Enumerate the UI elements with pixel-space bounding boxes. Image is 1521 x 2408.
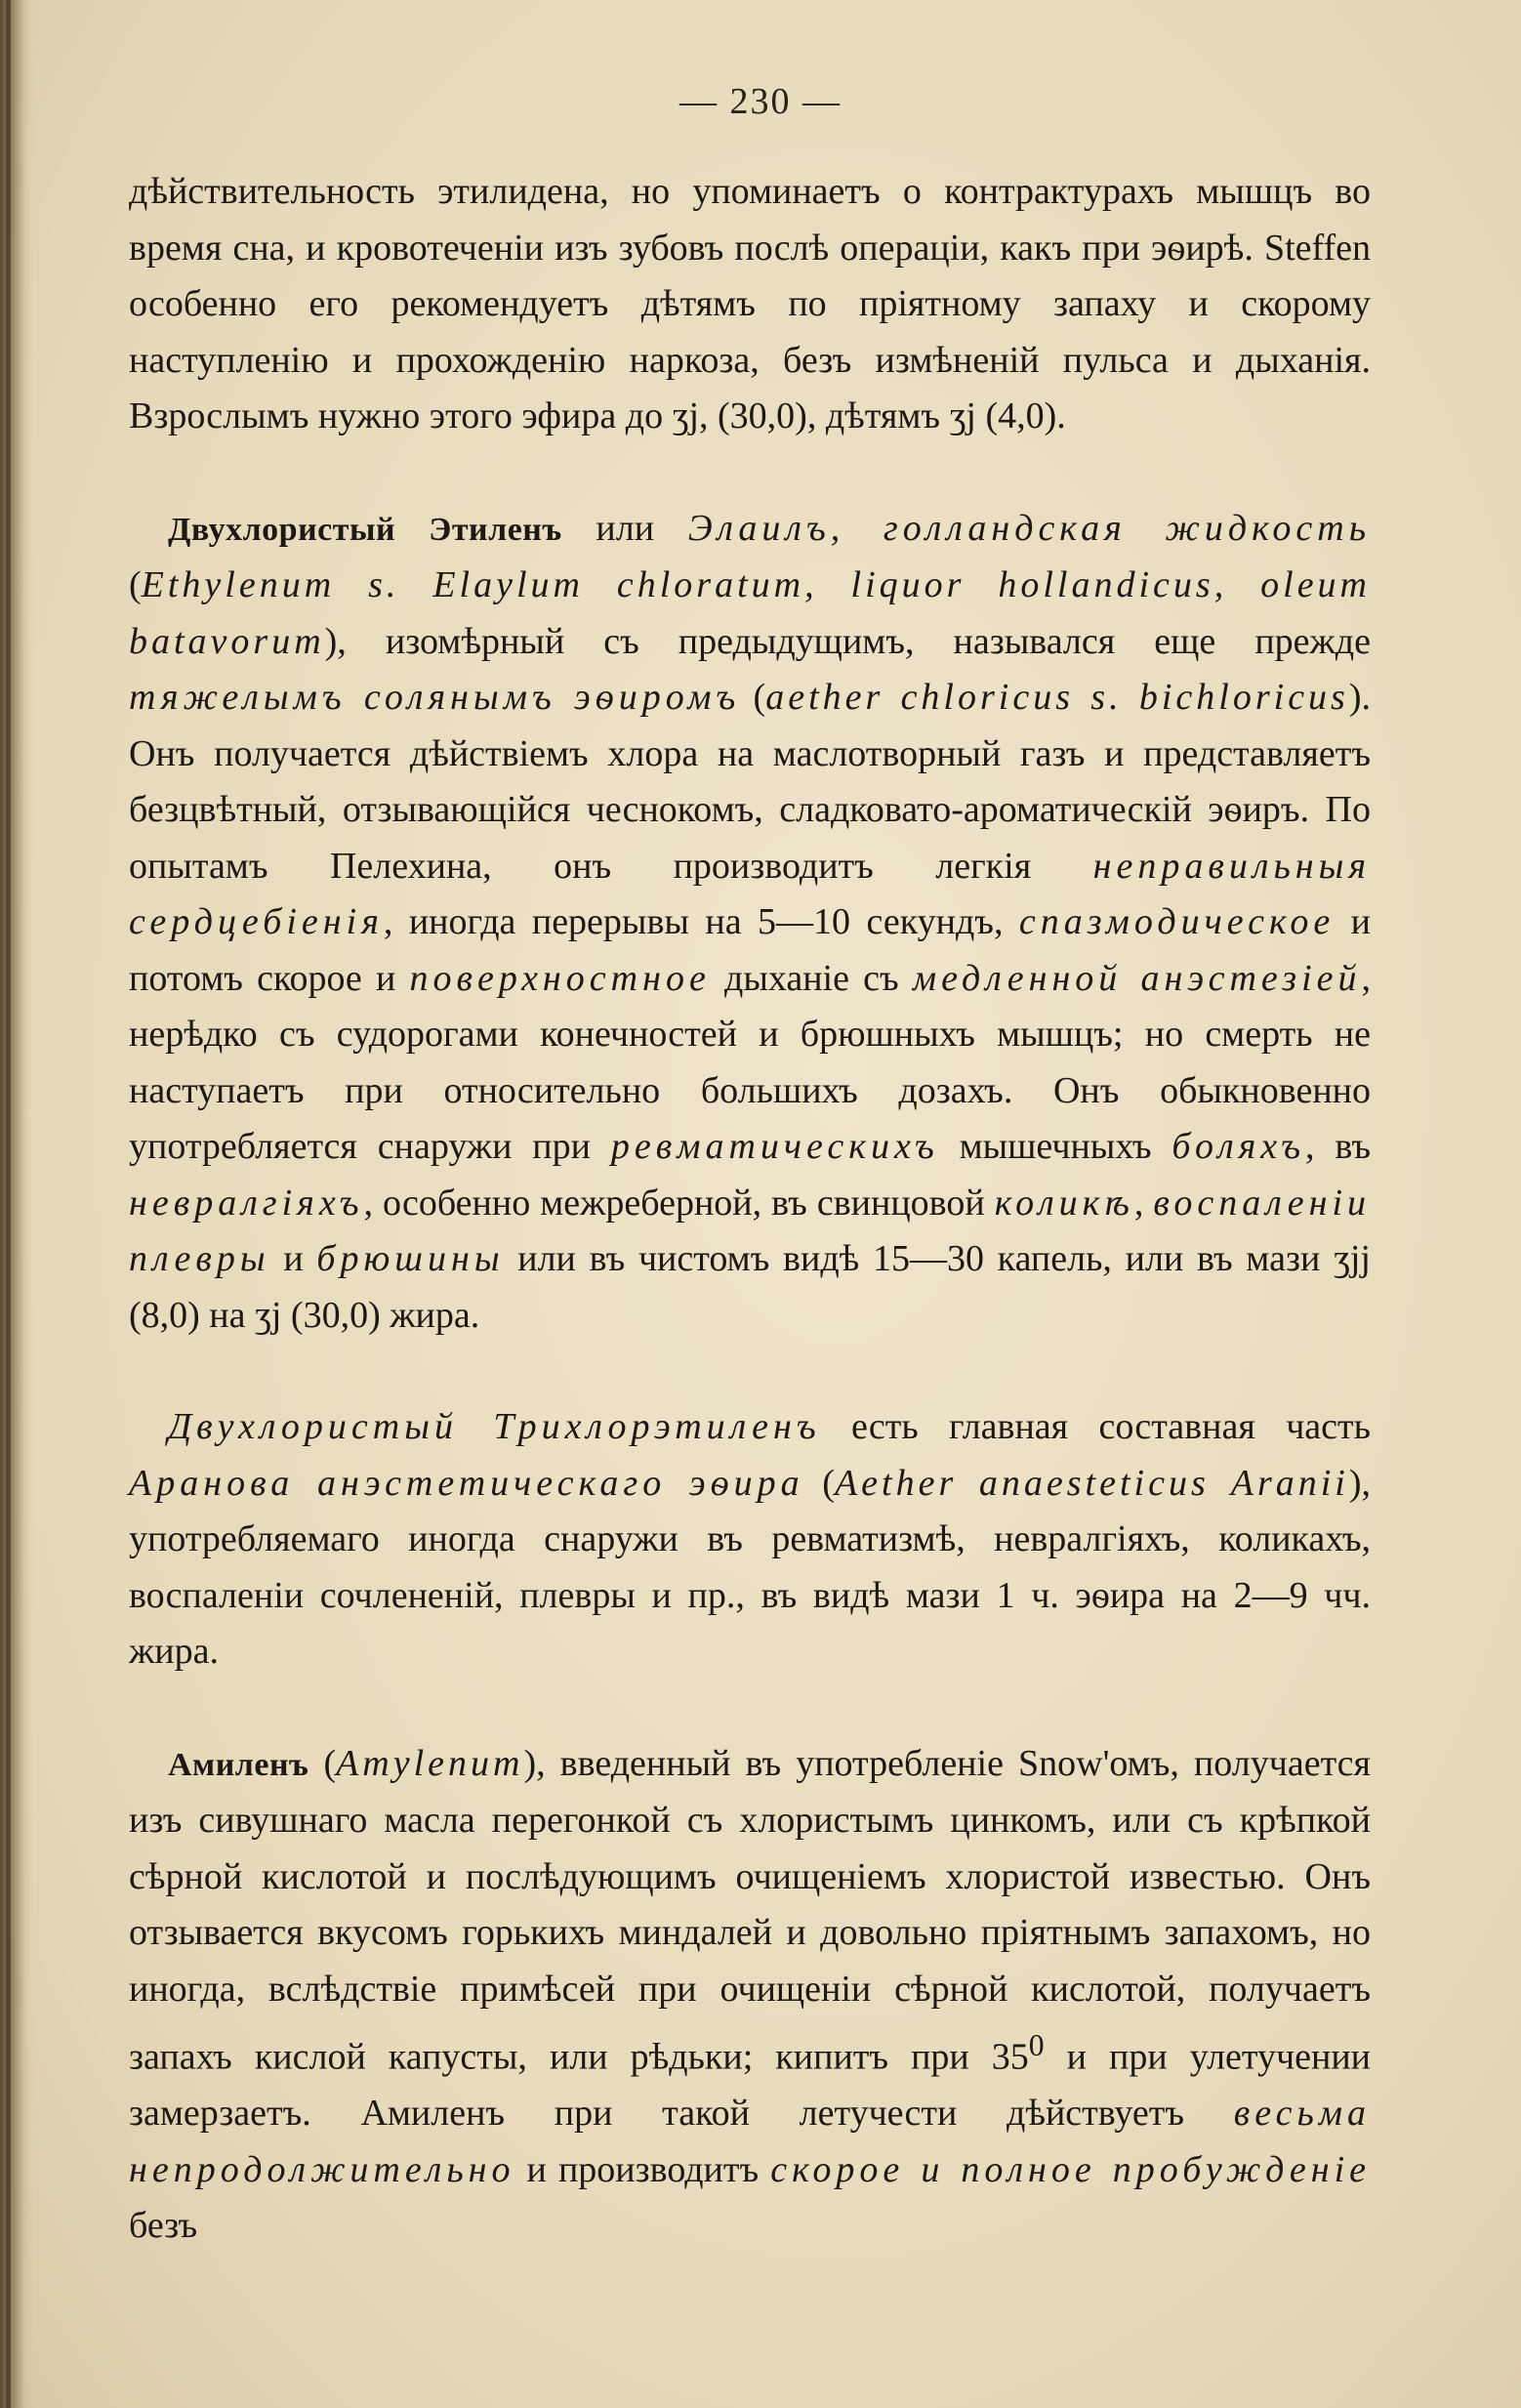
text-run: ( [129,564,142,605]
text-run: ), употребляемаго иногда снаружи въ ревматизмѣ, невралгіяхъ, коликахъ, воспаленіи сочлененій, плевры и пр., въ видѣ мази 1 ч. эѳира на 2—9 чч. жира. [129,1462,1372,1672]
paragraph-3 [129,1399,1371,1681]
text-run: или въ чистомъ видѣ 15—30 капель, или въ мази ʒjj (8,0) на ʒj (30,0) жира. [129,1238,1371,1336]
spaced-emphasis: боляхъ [1172,1126,1305,1167]
text-run: , нерѣдко съ судорогами конечностей и брюшныхъ мышцъ; но смерть не наступаетъ при относительно большихъ дозахъ. Онъ обыкновенно употребляется снаружи при [129,957,1371,1167]
spaced-emphasis: коликѣ [994,1182,1134,1224]
text-run: ), введенный въ употребленіе Snow'омъ, получается изъ сивушнаго масла перегонкой съ хлористымъ цинкомъ, или съ крѣпкой сѣрной кислотой и послѣдующимъ очищеніемъ хлористой известью. Онъ отзывается вкусомъ горькихъ миндалей и довольно пріятнымъ запахомъ, но иногда, вслѣдствіе примѣсей при очищеніи сѣрной кислотой, получаетъ запахъ кислой капусты, или рѣдьки; кипитъ при 35 [129,1742,1371,2078]
text-run: ), изомѣрный съ предыдущимъ, назывался еще прежде [324,620,1371,662]
spaced-emphasis: поверхностное [409,957,711,999]
paragraph-4 [129,1736,1371,2255]
text-run: есть главная составная часть [820,1406,1371,1447]
text-run: ). Онъ получается дѣйствіемъ хлора на маслотворный газъ и представляетъ безцвѣтный, отзывающійся чеснокомъ, сладковато-ароматическій эѳиръ. По опытамъ Пелехина, онъ производитъ легкія [129,677,1371,887]
paragraph-2 [129,501,1371,1345]
text-run: , [1133,1182,1154,1224]
spaced-emphasis: ревматическихъ [610,1126,939,1167]
text-run: дыханіе съ [710,957,913,999]
latin-name: Aether anaesteticus Aranii [834,1462,1349,1504]
spaced-emphasis: Аранова анэстетическаго эѳира [129,1462,804,1504]
spaced-emphasis: скорое и полное пробужденіе [770,2148,1371,2190]
paragraph-1 [129,164,1371,445]
text-run: и потомъ скорое и [129,901,1371,999]
spaced-emphasis: медленной анэстезіей [912,957,1362,999]
text-run: , особенно межреберной, въ свинцовой [363,1182,995,1224]
spaced-emphasis: весьма непродолжительно [129,2093,1371,2190]
text-run: ( [803,1462,835,1504]
text-run: ( [740,677,766,718]
text-run: или [561,507,688,549]
page-number: — 230 — [679,81,842,122]
spaced-emphasis: спазмодическое [1018,901,1336,942]
binding-edge [6,0,11,2408]
text-run: и [269,1238,317,1279]
body-text [129,164,1371,2255]
text-run: безъ [129,2205,198,2247]
text-run: и при улетучении замерзаетъ. Амиленъ при такой летучести дѣйствуетъ [129,2036,1371,2135]
latin-name: Amylenum [336,1742,524,1784]
spaced-emphasis: невралгіяхъ [129,1182,364,1224]
latin-name: aether chloricus s. bichloricus [765,677,1349,718]
spaced-emphasis: брюшины [316,1238,505,1279]
spaced-emphasis: Элаилъ, голландская жидкость [687,507,1371,549]
text-run: дѣйствительность этилидена, но упоминаетъ о контрактурахъ мышцъ во время сна, и кровотеченіи изъ зубовъ послѣ операціи, какъ при эѳирѣ. Steffen особенно его рекомендуетъ дѣтямъ по пріятному запаху и скорому наступленію и прохожденію наркоза, безъ измѣненій пульса и дыханія. Взрослымъ нужно этого эфира до ʒj, (30,0), дѣтямъ ʒj (4,0). [129,171,1371,436]
spaced-emphasis: тяжелымъ солянымъ эѳиромъ [129,677,741,718]
term-heading: Амиленъ [168,1746,309,1783]
term-heading: Двухлористый Этиленъ [168,511,562,548]
latin-name: Ethylenum s. Elaylum chloratum, liquor hollandicus, oleum batavorum [129,564,1371,662]
spaced-emphasis: воспаленіи плевры [129,1182,1372,1279]
spaced-emphasis: Двухлористый Трихлорэтиленъ [168,1406,821,1447]
degree-superscript: 0 [1028,2028,1045,2062]
text-run: и производитъ [514,2148,771,2190]
text-run: , иногда перерывы на 5—10 секундъ, [383,901,1019,942]
text-run: ( [308,1742,337,1784]
text-run: мышечныхъ [938,1126,1172,1167]
spaced-emphasis: неправильныя сердцебіенія [129,845,1371,942]
text-run: , въ [1304,1126,1371,1167]
